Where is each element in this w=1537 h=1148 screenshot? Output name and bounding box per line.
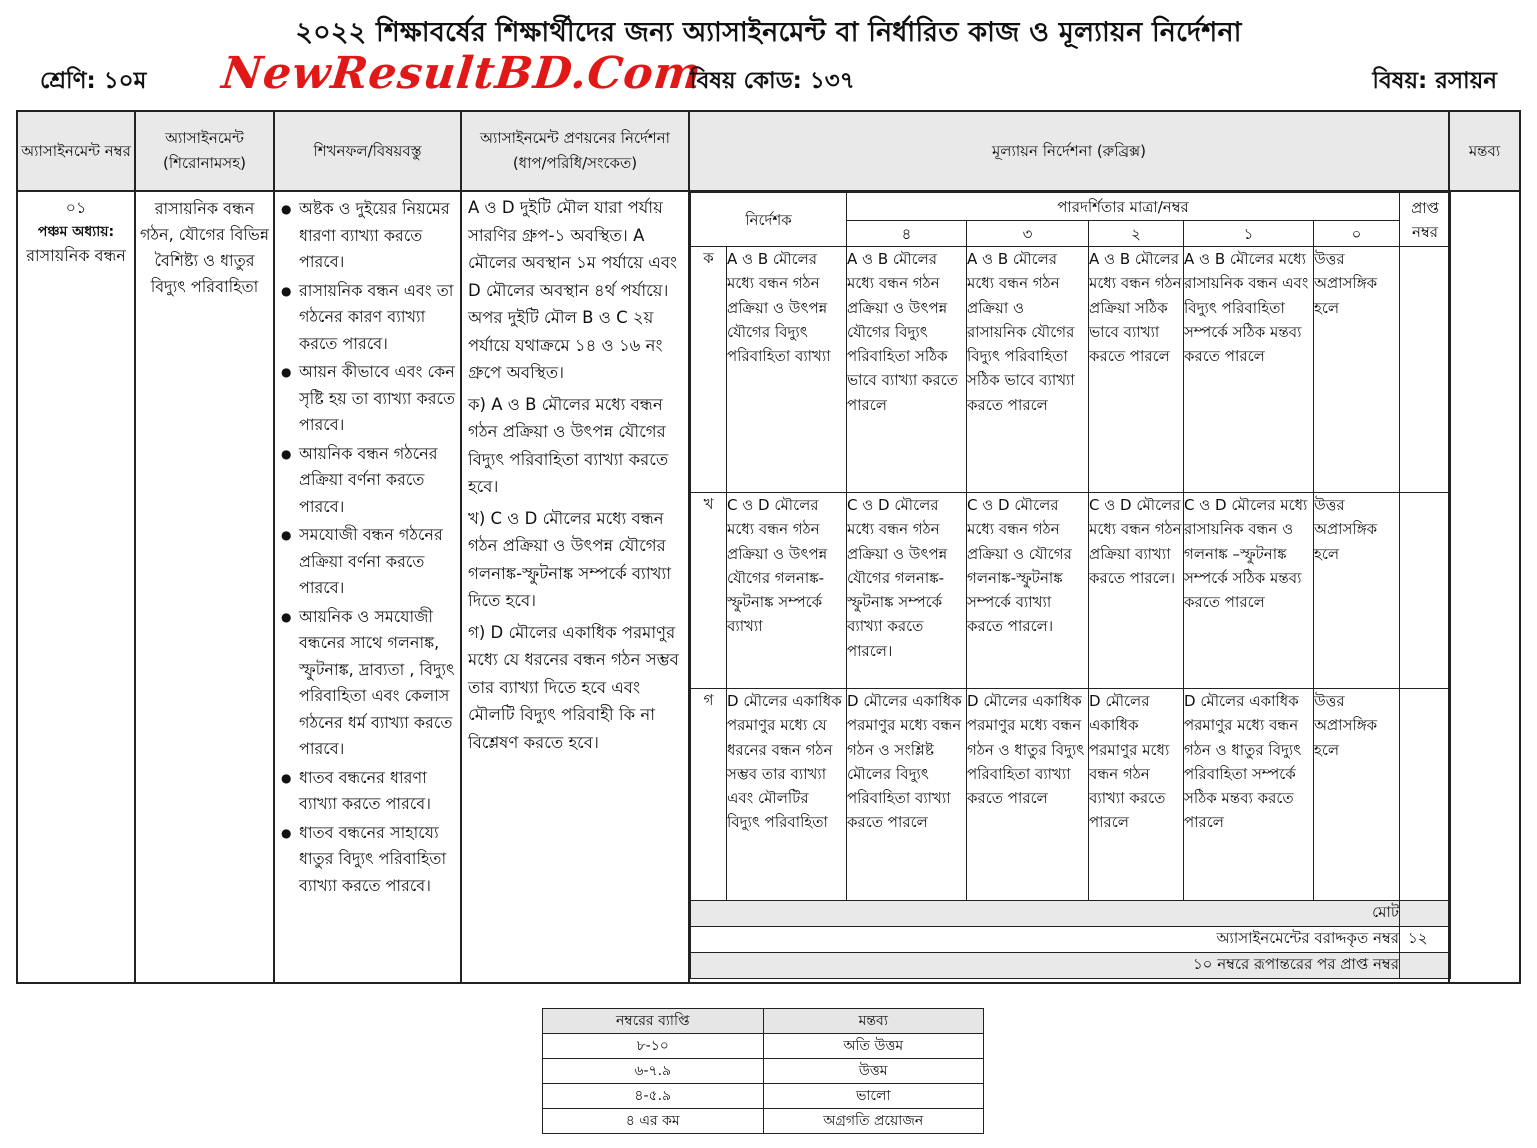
level-0: ০ <box>1314 221 1400 247</box>
outcome-item: ● রাসায়নিক বন্ধন এবং তা গঠনের কারণ ব্যাখ্যা করতে পারবে। <box>279 278 456 358</box>
rubric-obtained-kha[interactable] <box>1400 493 1451 689</box>
instruction-context: A ও D দুইটি মৌল যারা পর্যায় সারণির গ্রুপ-১ অবস্থিত। A মৌলের অবস্থান ১ম পর্যায়ে এবং D মৌলের অবস্থান ৪র্থ পর্যায়ে। অপর দুইটি মৌল B ও C ২য় পর্যায়ে যথাক্রমে ১৪ ও ১৬ নং গ্রুপে অবস্থিত। <box>468 198 678 382</box>
outcome-item: ● ধাতব বন্ধনের ধারণা ব্যাখ্যা করতে পারবে। <box>279 765 456 818</box>
total-value[interactable] <box>1400 901 1451 927</box>
outcome-item: ● অষ্টক ও দুইয়ের নিয়মের ধারণা ব্যাখ্যা করতে পারবে। <box>279 196 456 276</box>
learning-outcome-cell <box>274 191 461 983</box>
range-comment: অতি উত্তম <box>763 1034 984 1059</box>
allocated-marks-label: অ্যাসাইনমেন্টের বরাদ্দকৃত নম্বর <box>691 927 1400 953</box>
assignment-table <box>16 110 1521 984</box>
rubric-key-ka: ক <box>691 247 727 493</box>
rubric-cell <box>689 191 1449 983</box>
converted-marks-label: ১০ নম্বরে রূপান্তরের পর প্রাপ্ত নম্বর <box>691 953 1400 979</box>
rubric-cell-ga-4: D মৌলের একাধিক পরমাণুর মধ্যে বন্ধন গঠন ও সংশ্লিষ্ট মৌলের বিদ্যুৎ পরিবাহিতা ব্যাখ্যা করতে পারলে <box>847 689 967 901</box>
rubric-cell-kha-2: C ও D মৌলের মধ্যে বন্ধন গঠন প্রক্রিয়া ব্যাখ্যা করতে পারলে। <box>1089 493 1184 689</box>
rubric-cell-ka-1: A ও B মৌলের মধ্যে রাসায়নিক বন্ধন এবং বিদ্যুৎ পরিবাহিতা সম্পর্কে সঠিক মন্তব্য করতে পারলে <box>1184 247 1314 493</box>
chapter-label: পঞ্চম অধ্যায়: <box>37 224 115 240</box>
assignment-title: রাসায়নিক বন্ধন গঠন, যৌগের বিভিন্ন বৈশিষ্ট্য ও ধাতুর বিদ্যুৎ পরিবাহিতা <box>140 199 269 296</box>
rubric-indicator-ka: A ও B মৌলের মধ্যে বন্ধন গঠন প্রক্রিয়া ও উৎপন্ন যৌগের বিদ্যুৎ পরিবাহিতা ব্যাখ্যা <box>727 247 847 493</box>
level-4: ৪ <box>847 221 967 247</box>
rubric-obtained-ka[interactable] <box>1400 247 1451 493</box>
rubric-cell-ga-2: D মৌলের একাধিক পরমাণুর মধ্যে বন্ধন গঠন ব্যাখ্যা করতে পারলে <box>1089 689 1184 901</box>
rubric-cell-kha-4: C ও D মৌলের মধ্যে বন্ধন গঠন প্রক্রিয়া ও উৎপন্ন যৌগের গলনাঙ্ক-স্ফুটনাঙ্ক সম্পর্কে ব্যাখ্যা করতে পারলে। <box>847 493 967 689</box>
instructions-cell <box>461 191 689 983</box>
level-2: ২ <box>1089 221 1184 247</box>
header-learning-outcome: শিখনফল/বিষয়বস্তু <box>274 111 461 191</box>
outcome-item: ● সমযোজী বন্ধন গঠনের প্রক্রিয়া বর্ণনা করতে পারবে। <box>279 522 456 602</box>
outcome-item: ● আয়ন কীভাবে এবং কেন সৃষ্টি হয় তা ব্যাখ্যা করতে পারবে। <box>279 359 456 439</box>
subject-code-label: বিষয় কোড: ১৩৭ <box>690 68 855 94</box>
watermark-logo: NewResultBD.Com <box>219 48 705 99</box>
rubric-obtained-ga[interactable] <box>1400 689 1451 901</box>
range-value: ৪-৫.৯ <box>543 1084 764 1109</box>
header-comment: মন্তব্য <box>1449 111 1520 191</box>
instruction-part-kha: খ) C ও D মৌলের মধ্যে বন্ধন গঠন প্রক্রিয়া ও উৎপন্ন যৌগের গলনাঙ্ক-স্ফুটনাঙ্ক সম্পর্কে ব্যাখ্যা দিতে হবে। <box>468 508 672 610</box>
range-comment: ভালো <box>763 1084 984 1109</box>
class-label: শ্রেণি: ১০ম <box>40 68 147 94</box>
total-label: মোট <box>691 901 1400 927</box>
level-3: ৩ <box>967 221 1089 247</box>
level-1: ১ <box>1184 221 1314 247</box>
rubric-level-header: পারদর্শিতার মাত্রা/নম্বর <box>847 193 1400 221</box>
assignment-title-cell <box>135 191 274 983</box>
assignment-number: ০১ <box>65 198 87 217</box>
range-value: ৬-৭.৯ <box>543 1059 764 1084</box>
rubric-obtained-header: প্রাপ্ত নম্বর <box>1400 193 1451 247</box>
rubric-table <box>690 192 1451 979</box>
rubric-cell-kha-3: C ও D মৌলের মধ্যে বন্ধন গঠন প্রক্রিয়া ও যৌগের গলনাঙ্ক-স্ফুটনাঙ্ক সম্পর্কে ব্যাখ্যা করতে পারলে। <box>967 493 1089 689</box>
range-header: নম্বরের ব্যাপ্তি <box>543 1009 764 1034</box>
rubric-key-kha: খ <box>691 493 727 689</box>
outcome-item: ● আয়নিক বন্ধন গঠনের প্রক্রিয়া বর্ণনা করতে পারবে। <box>279 441 456 521</box>
subject-label: বিষয়: রসায়ন <box>1372 68 1497 94</box>
allocated-marks-value: ১২ <box>1400 927 1451 953</box>
header-rubric: মূল্যায়ন নির্দেশনা (রুব্রিক্স) <box>689 111 1449 191</box>
rubric-cell-kha-1: C ও D মৌলের মধ্যে রাসায়নিক বন্ধন ও গলনাঙ্ক –স্ফুটনাঙ্ক সম্পর্কে সঠিক মন্তব্য করতে পারলে <box>1184 493 1314 689</box>
outcome-item: ● আয়নিক ও সমযোজী বন্ধনের সাথে গলনাঙ্ক, স্ফুটনাঙ্ক, দ্রাব্যতা , বিদ্যুৎ পরিবাহিতা এবং কেলাস গঠনের ধর্ম ব্যাখ্যা করতে পারবে। <box>279 604 456 763</box>
range-value: ৮-১০ <box>543 1034 764 1059</box>
header-assignment-title: অ্যাসাইনমেন্ট (শিরোনামসহ) <box>135 111 274 191</box>
instruction-part-ga: গ) D মৌলের একাধিক পরমাণুর মধ্যে যে ধরনের বন্ধন গঠন সম্ভব তার ব্যাখ্যা দিতে হবে এবং মৌলটি বিদ্যুৎ পরিবাহী কি না বিশ্লেষণ করতে হবে। <box>468 622 679 752</box>
chapter-name: রাসায়নিক বন্ধন <box>26 246 126 265</box>
range-comment-header: মন্তব্য <box>763 1009 984 1034</box>
assignment-number-cell <box>17 191 135 983</box>
score-range-table <box>542 1008 984 1134</box>
outcome-item: ● ধাতব বন্ধনের সাহায্যে ধাতুর বিদ্যুৎ পরিবাহিতা ব্যাখ্যা করতে পারবে। <box>279 820 456 900</box>
rubric-indicator-ga: D মৌলের একাধিক পরমাণুর মধ্যে যে ধরনের বন্ধন গঠন সম্ভব তার ব্যাখ্যা এবং মৌলটির বিদ্যুৎ পরিবাহিতা <box>727 689 847 901</box>
rubric-indicator-kha: C ও D মৌলের মধ্যে বন্ধন গঠন প্রক্রিয়া ও উৎপন্ন যৌগের গলনাঙ্ক-স্ফুটনাঙ্ক সম্পর্কে ব্যাখ্যা <box>727 493 847 689</box>
rubric-cell-ka-0: উত্তর অপ্রাসঙ্গিক হলে <box>1314 247 1400 493</box>
header-assignment-no: অ্যাসাইনমেন্ট নম্বর <box>17 111 135 191</box>
rubric-cell-ka-4: A ও B মৌলের মধ্যে বন্ধন গঠন প্রক্রিয়া ও উৎপন্ন যৌগের বিদ্যুৎ পরিবাহিতা সঠিক ভাবে ব্যাখ্যা করতে পারলে <box>847 247 967 493</box>
outcome-list <box>275 192 460 905</box>
rubric-cell-kha-0: উত্তর অপ্রাসঙ্গিক হলে <box>1314 493 1400 689</box>
comment-cell[interactable] <box>1449 191 1520 983</box>
rubric-cell-ka-3: A ও B মৌলের মধ্যে বন্ধন গঠন প্রক্রিয়া ও রাসায়নিক যৌগের বিদ্যুৎ পরিবাহিতা সঠিক ভাবে ব্যাখ্যা করতে পারলে <box>967 247 1089 493</box>
header-instructions: অ্যাসাইনমেন্ট প্রণয়নের নির্দেশনা (ধাপ/পরিধি/সংকেত) <box>461 111 689 191</box>
rubric-cell-ga-0: উত্তর অপ্রাসঙ্গিক হলে <box>1314 689 1400 901</box>
page-title: ২০২২ শিক্ষাবর্ষের শিক্ষার্থীদের জন্য অ্যাসাইনমেন্ট বা নির্ধারিত কাজ ও মূল্যায়ন নির্দেশনা <box>295 17 1242 48</box>
rubric-indicator-header: নির্দেশক <box>691 193 847 247</box>
range-value: ৪ এর কম <box>543 1109 764 1134</box>
range-comment: অগ্রগতি প্রয়োজন <box>763 1109 984 1134</box>
rubric-cell-ga-3: D মৌলের একাধিক পরমাণুর মধ্যে বন্ধন গঠন ও ধাতুর বিদ্যুৎ পরিবাহিতা ব্যাখ্যা করতে পারলে <box>967 689 1089 901</box>
range-comment: উত্তম <box>763 1059 984 1084</box>
rubric-key-ga: গ <box>691 689 727 901</box>
converted-marks-value[interactable] <box>1400 953 1451 979</box>
rubric-cell-ka-2: A ও B মৌলের মধ্যে বন্ধন গঠন প্রক্রিয়া সঠিক ভাবে ব্যাখ্যা করতে পারলে <box>1089 247 1184 493</box>
instruction-part-ka: ক) A ও B মৌলের মধ্যে বন্ধন গঠন প্রক্রিয়া ও উৎপন্ন যৌগের বিদ্যুৎ পরিবাহিতা ব্যাখ্যা করতে হবে। <box>468 394 669 496</box>
rubric-cell-ga-1: D মৌলের একাধিক পরমাণুর মধ্যে বন্ধন গঠন ও ধাতুর বিদ্যুৎ পরিবাহিতা সম্পর্কে সঠিক মন্তব্য করতে পারলে <box>1184 689 1314 901</box>
